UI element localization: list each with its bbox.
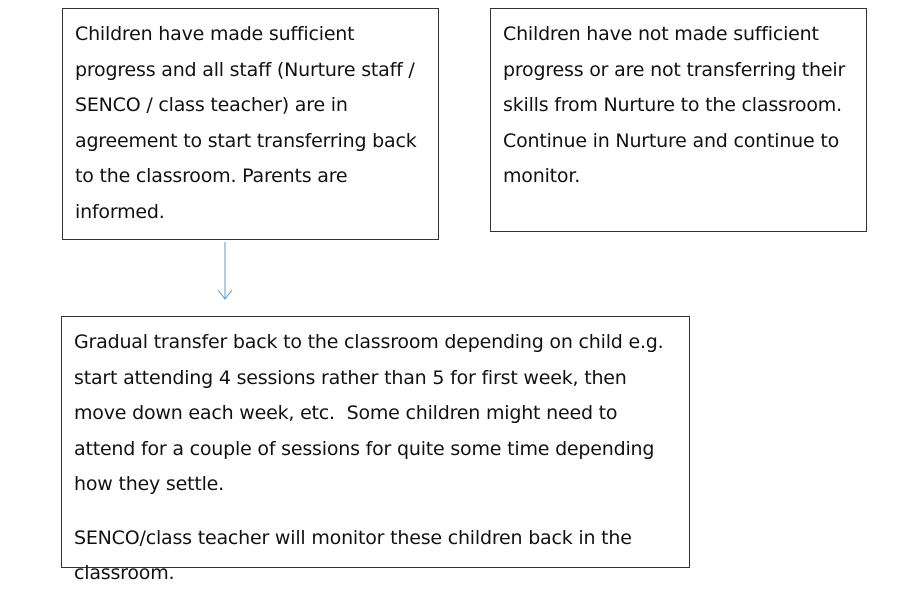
box-sufficient-progress — [62, 8, 439, 240]
not-sufficient-progress-text: Children have not made sufficient progress or are not transferring their skills from Nurture to the classroom. Continue in Nurture and continue to monitor. — [503, 23, 851, 187]
gradual-transfer-text: Gradual transfer back to the classroom depending on child e.g. start attending 4 sessions rather than 5 for first week, then move down each week, etc. Some children might need to attend for a couple of sessions for quite some time depending how they settle. — [74, 331, 670, 495]
box-gradual-transfer — [61, 316, 690, 584]
sufficient-progress-text: Children have made sufficient progress and all staff (Nurture staff / SENCO / class teacher) are in agreement to start transferring back to the classroom. Parents are informed. — [75, 23, 423, 223]
box-not-sufficient-progress — [490, 8, 867, 232]
monitor-text: SENCO/class teacher will monitor these children back in the classroom. — [74, 526, 638, 584]
arrow-down-icon — [214, 242, 236, 302]
